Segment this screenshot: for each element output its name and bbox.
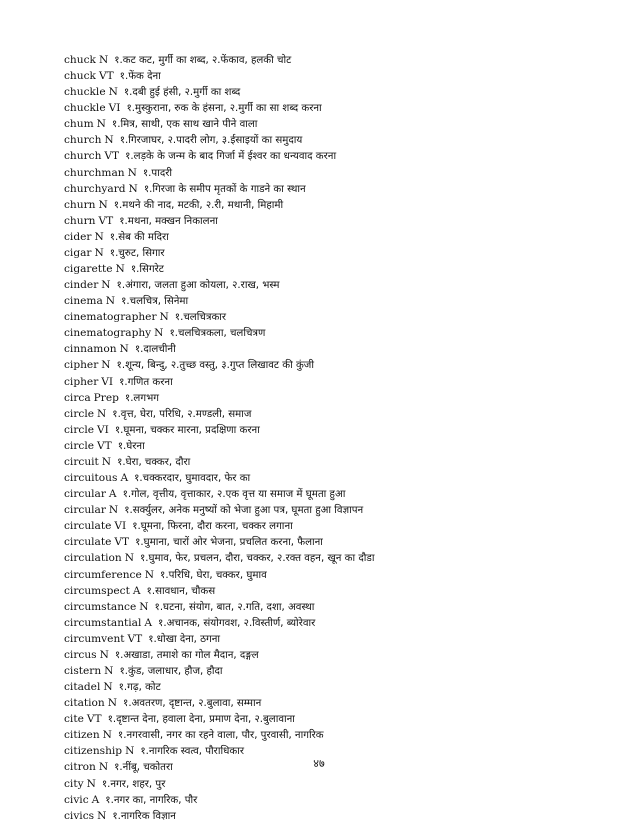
entry-definition: १.अचानक, संयोगवश, २.विस्तीर्ण, ब्योरेवार [158, 617, 316, 629]
dictionary-entry [64, 245, 624, 261]
dictionary-entry [64, 679, 624, 695]
entry-definition: १.गोल, वृत्तीय, वृत्ताकार, २.एक वृत्त या समाज में घूमता हुआ [122, 489, 346, 501]
entry-headword: cinematography [64, 327, 152, 340]
entry-part-of-speech: N [98, 198, 108, 211]
entry-part-of-speech: N [125, 745, 135, 758]
entry-part-of-speech: N [115, 263, 125, 276]
entry-part-of-speech: VT [98, 70, 114, 83]
entry-headword: citron [64, 761, 96, 774]
entry-definition: १.अवतरण, दृष्टान्त, २.बुलावा, सम्मान [123, 698, 262, 710]
entry-part-of-speech: N [154, 327, 164, 340]
dictionary-entry [64, 229, 624, 245]
entry-definition: १.फेंक देना [119, 71, 161, 83]
dictionary-entry [64, 663, 624, 679]
entry-part-of-speech: N [139, 600, 149, 613]
dictionary-entry [64, 293, 624, 309]
dictionary-entry [64, 695, 624, 711]
entry-headword: civics [64, 809, 95, 822]
entry-headword: circus [64, 648, 97, 661]
dictionary-entry [64, 277, 624, 293]
entry-definition: १.शून्य, बिन्दु, २.तुच्छ वस्तु, ३.गुप्त लिखावट की कुंजी [116, 360, 315, 372]
entry-headword: circulate [64, 536, 112, 549]
entry-headword: citation [64, 697, 105, 710]
dictionary-entry [64, 583, 624, 599]
dictionary-entry [64, 100, 624, 116]
entry-part-of-speech: N [104, 664, 114, 677]
entry-headword: cistern [64, 664, 102, 677]
dictionary-entry [64, 406, 624, 422]
entry-part-of-speech: N [128, 182, 138, 195]
dictionary-entry [64, 374, 624, 390]
dictionary-entry [64, 309, 624, 325]
entry-part-of-speech: VT [114, 536, 130, 549]
dictionary-entry [64, 808, 624, 824]
entry-definition: १.परिधि, घेरा, चक्कर, घुमाव [160, 569, 267, 581]
dictionary-entry [64, 197, 624, 213]
entry-definition: १.सावधान, चौकस [146, 585, 216, 597]
entry-headword: cinematographer [64, 311, 157, 324]
entry-definition: १.सिगरेट [130, 264, 164, 276]
entry-headword: churn [64, 198, 96, 211]
entry-definition: १.गणित करना [119, 376, 173, 388]
entry-headword: circular [64, 488, 106, 501]
dictionary-entry [64, 454, 624, 470]
entry-part-of-speech: N [101, 455, 112, 468]
entry-definition: १.गढ़, कोट [118, 682, 161, 694]
dictionary-entry [64, 438, 624, 454]
dictionary-entry [64, 181, 624, 197]
dictionary-entry [64, 599, 624, 615]
dictionary-entry [64, 84, 624, 100]
entry-headword: churchman [64, 166, 125, 179]
entry-definition: १.मथने की नाद, मटकी, २.री, मथानी, मिहामी [113, 199, 284, 211]
entry-headword: circa [64, 391, 91, 404]
dictionary-entry [64, 116, 624, 132]
entry-definition: १.दबी हुई हंसी, २.मुर्गी का शब्द [123, 87, 241, 99]
entry-headword: circumference [64, 568, 142, 581]
entry-headword: citizen [64, 729, 100, 742]
entry-part-of-speech: Prep [93, 391, 119, 404]
entry-part-of-speech: VT [96, 439, 112, 452]
entry-part-of-speech: VI [101, 375, 114, 388]
entry-part-of-speech: N [101, 359, 111, 372]
entry-headword: cigarette [64, 263, 113, 276]
entry-definition: १.लड़के के जन्म के बाद गिर्जा में ईश्वर का धन्यवाद करना [125, 151, 337, 163]
entry-part-of-speech: A [91, 793, 100, 806]
dictionary-entry [64, 132, 624, 148]
dictionary-entry [64, 422, 624, 438]
dictionary-entry [64, 68, 624, 84]
entry-headword: cinder [64, 279, 99, 292]
entry-part-of-speech: VT [127, 632, 143, 645]
entry-headword: circle [64, 407, 94, 420]
entry-part-of-speech: N [97, 809, 107, 822]
entry-headword: cider [64, 230, 92, 243]
entry-headword: circle [64, 423, 94, 436]
entry-definition: १.चक्करदार, घुमावदार, फेर का [134, 473, 251, 485]
entry-headword: circulate [64, 520, 112, 533]
entry-headword: cipher [64, 359, 99, 372]
dictionary-entry [64, 727, 624, 743]
entry-list [64, 52, 624, 824]
entry-definition: १.गिरजा के समीप मृतकों के गाडने का स्थान [143, 183, 306, 195]
entry-definition: १.दृष्टान्त देना, हवाला देना, प्रमाण देना, २.बुलावाना [107, 714, 295, 726]
entry-headword: chuckle [64, 86, 106, 99]
entry-part-of-speech: A [120, 472, 129, 485]
dictionary-entry [64, 615, 624, 631]
entry-headword: churchyard [64, 182, 126, 195]
entry-part-of-speech: N [94, 230, 104, 243]
dictionary-entry [64, 502, 624, 518]
entry-headword: circuitous [64, 472, 118, 485]
entry-definition: १.मित्र, साथी, एक साथ खाने पीने वाला [111, 119, 258, 131]
dictionary-entry [64, 148, 624, 164]
entry-definition: १.घुमाव, फेर, प्रचलन, दौरा, चक्कर, २.रक्त वहन, खून का दौडा [139, 553, 375, 565]
entry-headword: chuckle [64, 102, 106, 115]
dictionary-entry [64, 486, 624, 502]
entry-part-of-speech: VT [104, 150, 120, 163]
entry-definition: १.कट कट, मुर्गी का शब्द, २.फेंकाव, हलकी चोट [114, 55, 292, 66]
entry-part-of-speech: VT [98, 214, 114, 227]
entry-definition: १.नगरवासी, नगर का रहने वाला, पौर, पुरवासी, नागरिक [117, 730, 324, 742]
entry-definition: १.चुरुट, सिगार [109, 247, 165, 259]
entry-part-of-speech: N [102, 729, 112, 742]
entry-headword: cipher [64, 375, 99, 388]
entry-part-of-speech: N [96, 118, 106, 131]
entry-definition: १.सेब की मदिरा [109, 231, 169, 243]
entry-headword: city [64, 777, 84, 790]
entry-definition: १.पादरी [142, 167, 173, 179]
entry-part-of-speech: N [127, 166, 137, 179]
entry-headword: circumstantial [64, 616, 142, 629]
entry-definition: १.सर्क्युलर, अनेक मनुष्यों को भेजा हुआ पत्र, घूमता हुआ विज्ञापन [124, 505, 364, 517]
entry-definition: १.अखाडा, तमाशे का गोल मैदान, दङ्गल [114, 649, 259, 661]
dictionary-entry [64, 631, 624, 647]
entry-part-of-speech: N [119, 343, 129, 356]
entry-part-of-speech: N [108, 86, 118, 99]
entry-definition: १.मुस्कुराना, रुक के हंसना, २.मुर्गी का सा शब्द करना [126, 103, 322, 115]
entry-part-of-speech: N [144, 568, 155, 581]
page-number: ४७ [313, 757, 325, 770]
entry-headword: chuck [64, 70, 96, 83]
entry-definition: १.कुंड, जलाधार, हौज, हौदा [119, 665, 223, 677]
entry-definition: १.वृत्त, घेरा, परिधि, २.मण्डली, समाज [112, 408, 252, 420]
entry-headword: churn [64, 214, 96, 227]
dictionary-entry [64, 165, 624, 181]
entry-part-of-speech: VI [96, 423, 109, 436]
entry-part-of-speech: N [104, 134, 114, 147]
entry-part-of-speech: N [105, 295, 116, 308]
entry-headword: circumvent [64, 632, 125, 645]
entry-part-of-speech: N [96, 407, 107, 420]
entry-part-of-speech: N [101, 279, 111, 292]
entry-headword: circle [64, 439, 94, 452]
dictionary-entry [64, 357, 624, 373]
entry-definition: १.घटना, संयोग, बात, २.गति, दशा, अवस्था [154, 601, 315, 613]
entry-headword: citadel [64, 681, 101, 694]
entry-headword: cite [64, 713, 84, 726]
entry-part-of-speech: N [124, 552, 134, 565]
entry-definition: १.मथना, मक्खन निकालना [119, 215, 218, 227]
entry-definition: १.नागरिक स्वत्व, पौराधिकार [140, 746, 245, 758]
entry-definition: १.लगभग [124, 392, 159, 404]
entry-part-of-speech: N [94, 246, 104, 259]
entry-definition: १.चलचित्रकार [174, 312, 227, 324]
entry-definition: १.गिरजाघर, २.पादरी लोग, ३.ईसाइयों का समुदाय [119, 135, 303, 147]
entry-headword: circumstance [64, 600, 137, 613]
entry-part-of-speech: N [108, 504, 119, 517]
entry-definition: १.नींबू, चकोतरा [114, 762, 173, 774]
entry-headword: cigar [64, 246, 92, 259]
dictionary-entry [64, 792, 624, 808]
entry-part-of-speech: N [98, 761, 109, 774]
entry-headword: church [64, 150, 102, 163]
entry-part-of-speech: VI [114, 520, 127, 533]
entry-part-of-speech: N [107, 697, 118, 710]
entry-part-of-speech: A [144, 616, 153, 629]
entry-part-of-speech: N [98, 54, 109, 66]
entry-definition: १.घुमाना, चारों ओर भेजना, प्रचलित करना, फैलाना [135, 537, 323, 549]
entry-definition: १.चलचित्रकला, चलचित्रण [169, 328, 266, 340]
dictionary-entry [64, 647, 624, 663]
entry-definition: १.नगर, शहर, पुर [101, 778, 166, 790]
entry-headword: circulation [64, 552, 122, 565]
entry-definition: १.घेरना [117, 440, 145, 452]
entry-headword: circumspect [64, 584, 130, 597]
entry-definition: १.घूमना, फिरना, दौरा करना, चक्कर लगाना [132, 521, 293, 533]
entry-headword: chum [64, 118, 94, 131]
dictionary-entry [64, 261, 624, 277]
entry-definition: १.नागरिक विज्ञान [112, 810, 176, 822]
entry-definition: १.चलचित्र, सिनेमा [121, 296, 189, 308]
dictionary-entry [64, 213, 624, 229]
entry-definition: १.घूमना, चक्कर मारना, प्रदक्षिणा करना [114, 424, 260, 436]
dictionary-entry [64, 534, 624, 550]
entry-part-of-speech: N [86, 777, 96, 790]
dictionary-entry [64, 567, 624, 583]
dictionary-entry [64, 390, 624, 406]
dictionary-entry [64, 341, 624, 357]
dictionary-entry [64, 470, 624, 486]
entry-headword: circular [64, 504, 106, 517]
dictionary-entry [64, 550, 624, 566]
entry-part-of-speech: A [132, 584, 141, 597]
entry-definition: १.घेरा, चक्कर, दौरा [117, 456, 191, 468]
entry-definition: १.नगर का, नागरिक, पौर [105, 794, 198, 806]
entry-headword: citizenship [64, 745, 123, 758]
entry-part-of-speech: VI [108, 102, 121, 115]
dictionary-entry [64, 711, 624, 727]
entry-headword: cinema [64, 295, 103, 308]
entry-headword: church [64, 134, 102, 147]
entry-headword: chuck [64, 54, 96, 66]
entry-headword: cinnamon [64, 343, 117, 356]
dictionary-entry [64, 776, 624, 792]
entry-definition: १.धोखा देना, ठगना [148, 633, 221, 645]
dictionary-entry [64, 52, 624, 68]
entry-headword: circuit [64, 455, 99, 468]
entry-part-of-speech: N [159, 311, 169, 324]
entry-definition: १.दालचीनी [134, 344, 176, 356]
dictionary-entry [64, 518, 624, 534]
entry-part-of-speech: A [108, 488, 117, 501]
entry-definition: १.अंगारा, जलता हुआ कोयला, २.राख, भस्म [116, 280, 280, 292]
entry-part-of-speech: N [103, 681, 113, 694]
entry-headword: civic [64, 793, 89, 806]
dictionary-entry [64, 325, 624, 341]
entry-part-of-speech: N [99, 648, 109, 661]
entry-part-of-speech: VT [86, 713, 102, 726]
